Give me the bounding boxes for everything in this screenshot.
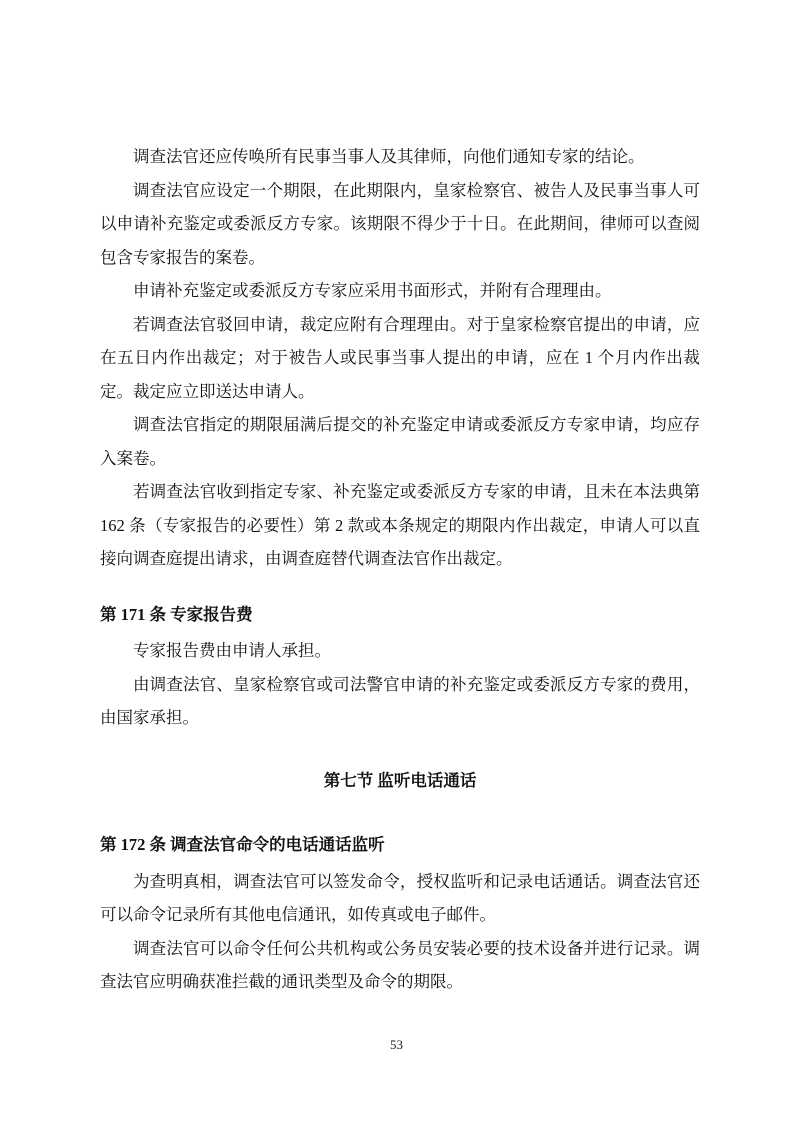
body-paragraph: 调查法官还应传唤所有民事当事人及其律师，向他们通知专家的结论。 [133,147,645,166]
article-heading: 第 171 条 专家报告费 [100,604,253,624]
body-paragraph: 调查法官应设定一个期限，在此期限内，皇家检察官、被告人及民事当事人可以申请补充鉴定或委派反方专家。该期限不得少于十日。在此期间，律师可以查阅包含专家报告的案卷。 [100,180,700,267]
body-paragraph: 申请补充鉴定或委派反方专家应采用书面形式，并附有合理理由。 [133,281,612,300]
body-paragraph: 若调查法官收到指定专家、补充鉴定或委派反方专家的申请，且未在本法典第 162 条（专家报告的必要性）第 2 款或本条规定的期限内作出裁定，申请人可以直接向调查庭提出请求，由调查庭替代调查法官作出裁定。 [100,482,700,568]
body-paragraph: 若调查法官驳回申请，裁定应附有合理理由。对于皇家检察官提出的申请，应在五日内作出裁定；对于被告人或民事当事人提出的申请，应在 1 个月内作出裁定。裁定应立即送达申请人。 [100,314,700,401]
body-paragraph: 调查法官指定的期限届满后提交的补充鉴定申请或委派反方专家申请，均应存入案卷。 [100,415,700,468]
body-paragraph: 为查明真相，调查法官可以签发命令，授权监听和记录电话通话。调查法官还可以命令记录所有其他电信通讯，如传真或电子邮件。 [100,871,700,924]
section-heading: 第七节 监听电话通话 [323,770,477,790]
page-number: 53 [390,1037,403,1052]
article-heading: 第 172 条 调查法官命令的电话通话监听 [100,835,385,854]
body-paragraph: 专家报告费由申请人承担。 [133,641,331,660]
body-paragraph: 由调查法官、皇家检察官或司法警官申请的补充鉴定或委派反方专家的费用，由国家承担。 [100,674,700,727]
body-paragraph: 调查法官可以命令任何公共机构或公务员安装必要的技术设备并进行记录。调查法官应明确获准拦截的通讯类型及命令的期限。 [100,938,700,991]
document-body [100,140,700,999]
